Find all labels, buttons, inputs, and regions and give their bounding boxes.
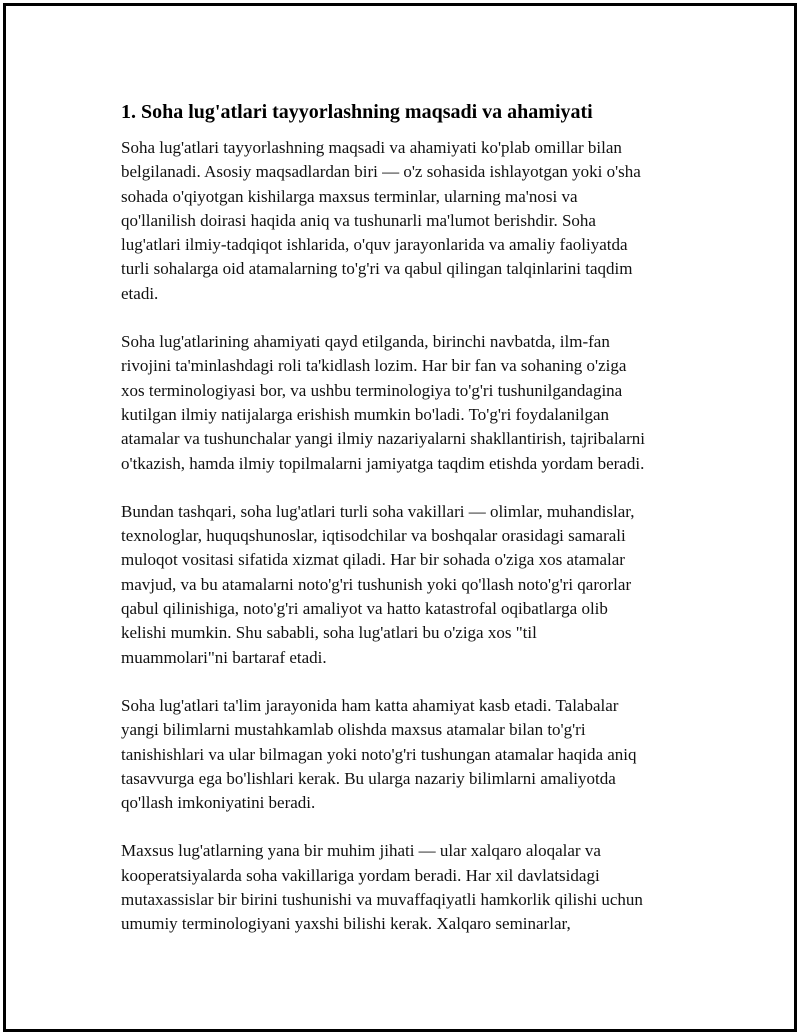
text-line: Maxsus lug'atlarning yana bir muhim jihati — ular xalqaro aloqalar va [121,841,601,861]
paragraph-purpose [121,136,711,306]
text-line: kutilgan ilmiy natijalarga erishish mumkin bo'ladi. To'g'ri foydalanilgan [121,404,610,424]
text-line: muammolari"ni bartaraf etadi. [121,647,327,667]
paragraph-education [121,694,711,815]
text-line: texnologlar, huquqshunoslar, iqtisodchilar va boshqalar orasidagi samarali [121,526,626,546]
text-line: etadi. [121,283,159,303]
text-line: mavjud, va bu atamalarni noto'g'ri tushunish yoki qo'llash noto'g'ri qarorlar [121,574,632,594]
text-line: Soha lug'atlari ta'lim jarayonida ham katta ahamiyat kasb etadi. Talabalar [121,695,619,715]
text-line: turli sohalarga oid atamalarning to'g'ri va qabul qilingan talqinlarini taqdim [121,259,633,279]
text-line: belgilanadi. Asosiy maqsadlardan biri — o'z sohasida ishlayotgan yoki o'sha [121,162,641,182]
paragraph-communication [121,500,711,670]
paragraph-science-role [121,330,711,476]
text-line: Bundan tashqari, soha lug'atlari turli soha vakillari — olimlar, muhandislar, [121,501,635,521]
text-line: kelishi mumkin. Shu sababli, soha lug'atlari bu o'ziga xos "til [121,623,537,643]
text-line: qo'llanilish doirasi haqida aniq va tushunarli ma'lumot berishdir. Soha [121,210,596,230]
text-line: lug'atlari ilmiy-tadqiqot ishlarida, o'quv jarayonlarida va amaliy faoliyatda [121,235,628,255]
text-line: muloqot vositasi sifatida xizmat qiladi. Har bir sohada o'ziga xos atamalar [121,550,625,570]
text-line: kooperatsiyalarda soha vakillariga yordam beradi. Har xil davlatsidagi [121,865,600,885]
text-line: Soha lug'atlari tayyorlashning maqsadi va ahamiyati ko'plab omillar bilan [121,138,622,157]
text-line: rivojini ta'minlashdagi roli ta'kidlash lozim. Har bir fan va sohaning o'ziga [121,356,627,376]
page-frame [3,3,797,1032]
text-line: o'tkazish, hamda ilmiy topilmalarni jamiyatga taqdim etishda yordam beradi. [121,453,645,473]
text-line: qo'llash imkoniyatini beradi. [121,793,316,813]
text-line: Soha lug'atlarining ahamiyati qayd etilganda, birinchi navbatda, ilm-fan [121,332,610,352]
text-line: sohada o'qiyotgan kishilarga maxsus terminlar, ularning ma'nosi va [121,186,578,206]
document-content [121,99,711,961]
text-line: yangi bilimlarni mustahkamlab olishda maxsus atamalar bilan to'g'ri [121,720,586,740]
paragraph-international [121,839,711,936]
text-line: qabul qilinishiga, noto'g'ri amaliyot va hatto katastrofal oqibatlarga olib [121,599,608,619]
text-line: atamalar va tushunchalar yangi ilmiy nazariyalarni shakllantirish, tajribalarni [121,429,645,449]
text-line: mutaxassislar bir birini tushunishi va muvaffaqiyatli hamkorlik qilishi uchun [121,890,643,910]
text-line: umumiy terminologiyani yaxshi bilishi kerak. Xalqaro seminarlar, [121,914,571,934]
text-line: tanishishlari va ular bilmagan yoki noto'g'ri tushungan atamalar haqida aniq [121,744,637,764]
text-line: xos terminologiyasi bor, va ushbu terminologiya to'g'ri tushunilgandagina [121,380,623,400]
text-line: tasavvurga ega bo'lishlari kerak. Bu ularga nazariy bilimlarni amaliyotda [121,768,616,788]
section-heading: 1. Soha lug'atlari tayyorlashning maqsadi va ahamiyati [121,101,593,123]
